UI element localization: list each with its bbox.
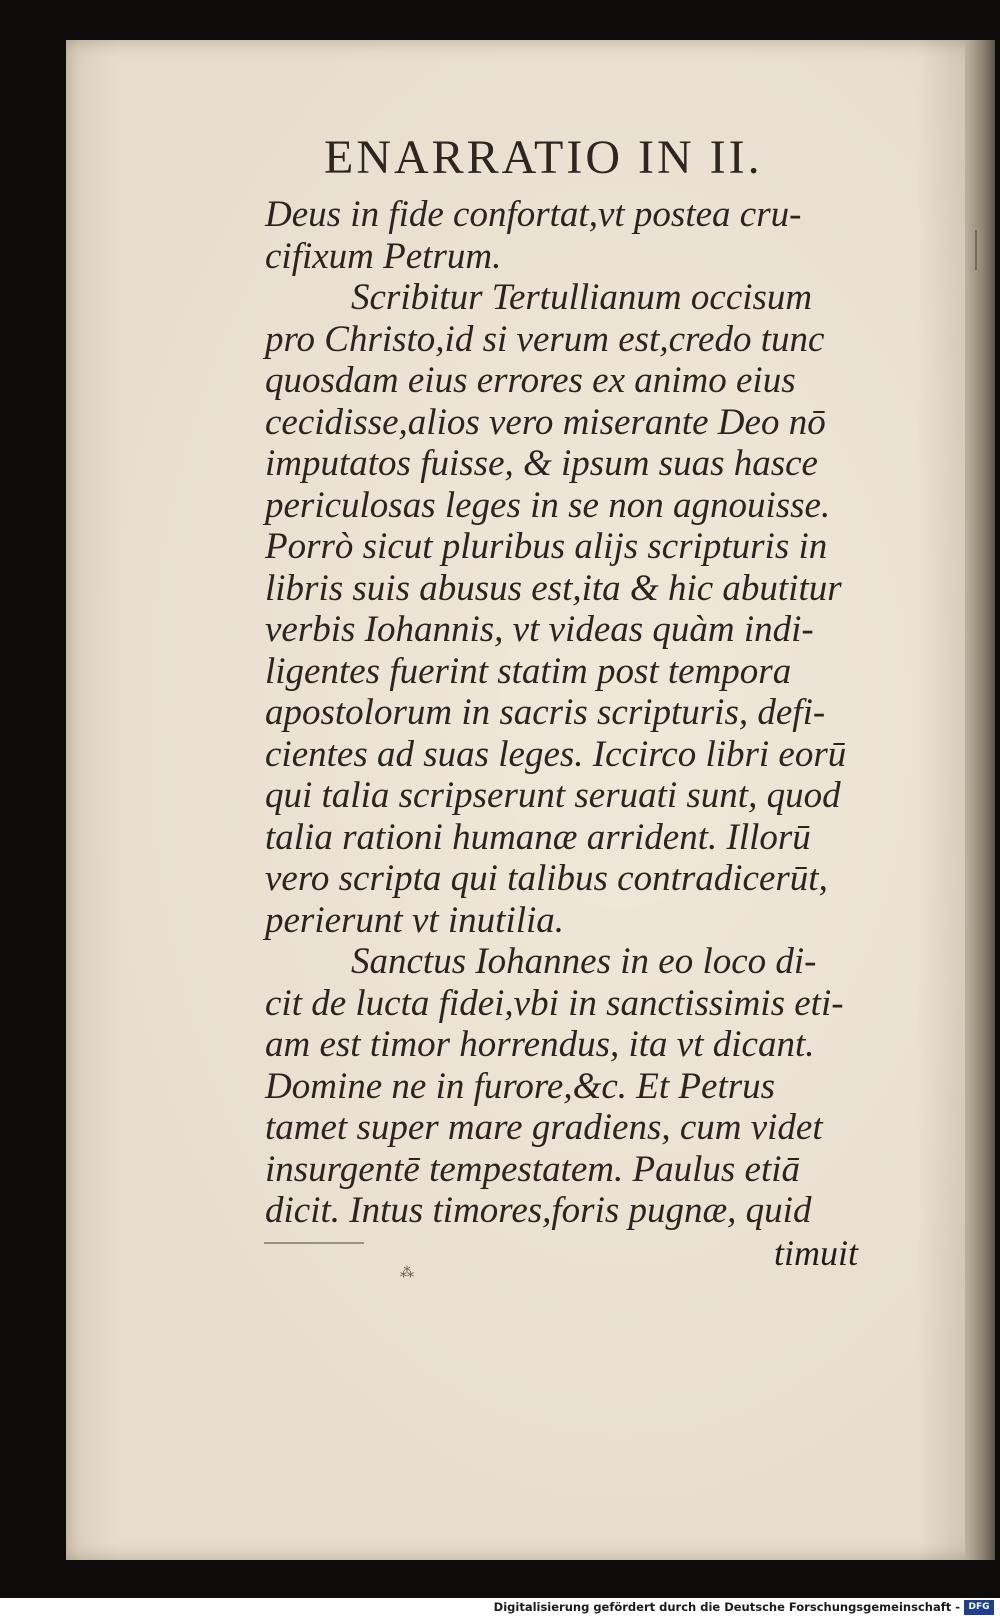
text-line: perierunt vt inutilia. bbox=[265, 899, 565, 941]
text-line: Scribitur Tertullianum occisum bbox=[351, 277, 813, 318]
ink-smudge: ⁂ bbox=[400, 1265, 414, 1281]
dfg-logo: DFG bbox=[964, 1600, 994, 1615]
text-line: vero scripta qui talibus contradicerūt, bbox=[265, 858, 828, 899]
underline-rule bbox=[264, 1242, 364, 1244]
text-line: tamet super mare gradiens, cum videt bbox=[265, 1107, 823, 1148]
text-line: libris suis abusus est,ita & hic abutitur bbox=[265, 567, 842, 609]
footer-credit: Digitalisierung gefördert durch die Deutsche Forschungsgemeinschaft - bbox=[493, 1600, 960, 1614]
body-text bbox=[265, 194, 905, 1232]
running-header: ENARRATIO IN II. bbox=[324, 131, 763, 184]
text-line: Porrò sicut pluribus alijs scripturis in bbox=[265, 526, 828, 567]
text-line: Sanctus Iohannes in eo loco di- bbox=[351, 941, 817, 982]
text-line: apostolorum in sacris scripturis, defi- bbox=[265, 692, 826, 733]
catchword: timuit bbox=[774, 1233, 859, 1273]
text-line: verbis Iohannis, vt videas quàm indi- bbox=[265, 609, 814, 650]
text-line: Domine ne in furore,&c. Et Petrus bbox=[265, 1065, 776, 1107]
text-line: am est timor horrendus, ita vt dicant. bbox=[265, 1024, 815, 1065]
text-line: imputatos fuisse, & ipsum suas hasce bbox=[265, 443, 818, 484]
text-line: cientes ad suas leges. Iccirco libri eorū bbox=[265, 733, 847, 775]
text-line: cit de lucta fidei,vbi in sanctissimis eti- bbox=[265, 982, 844, 1024]
footer-bar bbox=[0, 1598, 1000, 1618]
text-line: Deus in fide confortat,vt postea cru- bbox=[265, 194, 802, 235]
text-line: quosdam eius errores ex animo eius bbox=[265, 360, 796, 401]
text-line: ligentes fuerint statim post tempora bbox=[265, 650, 792, 692]
text-line: talia rationi humanæ arrident. Illorū bbox=[265, 816, 811, 858]
text-line: cecidisse,alios vero miserante Deo nō bbox=[265, 401, 826, 443]
text-line: pro Christo,id si verum est,credo tunc bbox=[265, 318, 825, 360]
gutter-mark bbox=[975, 230, 985, 270]
text-line: qui talia scripserunt seruati sunt, quod bbox=[265, 775, 841, 816]
text-line: insurgentē tempestatem. Paulus etiā bbox=[265, 1148, 801, 1190]
text-line: dicit. Intus timores,foris pugnæ, quid bbox=[265, 1190, 812, 1231]
text-line: cifixum Petrum. bbox=[265, 235, 502, 277]
text-line: periculosas leges in se non agnouisse. bbox=[265, 484, 831, 526]
